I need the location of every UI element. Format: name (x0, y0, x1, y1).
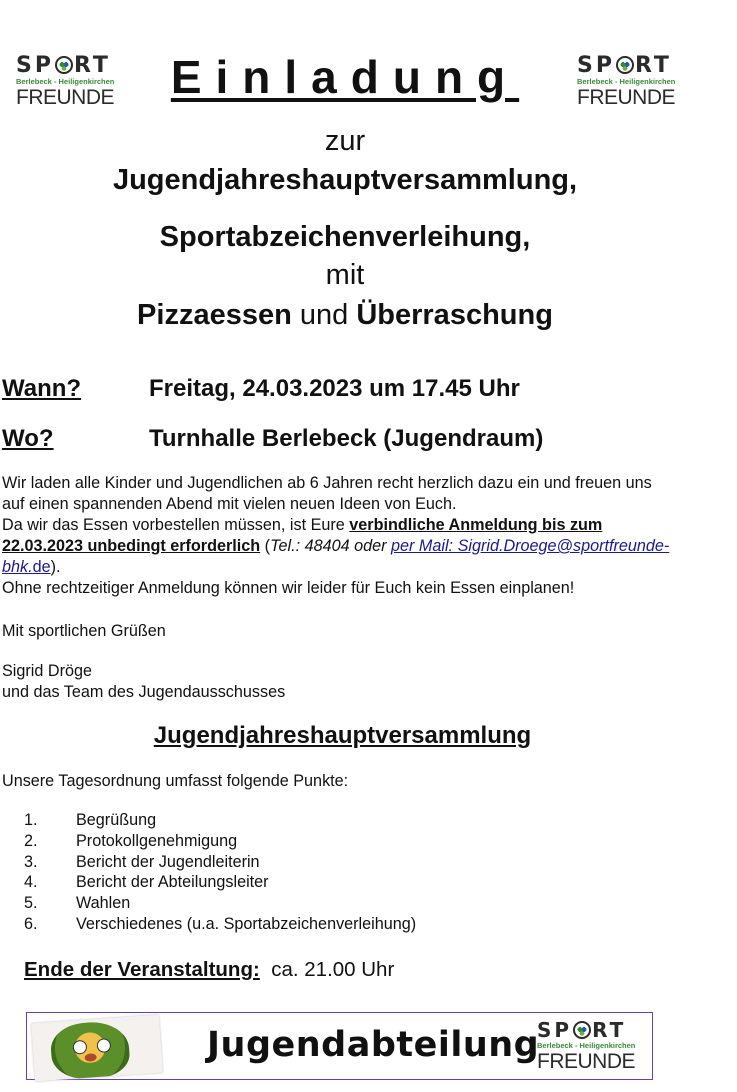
greeting: Mit sportlichen Grüßen (2, 622, 166, 640)
logo-sport-text: SP RT (16, 53, 111, 78)
email-link[interactable]: Sigrid.Droege@sportfreunde-bhk. (2, 537, 670, 576)
end-value: ca. 21.00 Uhr (271, 958, 395, 981)
paragraph-invite: Wir laden alle Kinder und Jugendlichen ab 6 Jahren recht herzlich dazu ein und freuen uns auf einen spannenden Abend mit vielen neuen Ideen von Euch. (2, 474, 652, 513)
end-time (24, 958, 394, 982)
list-item: 4. Bericht der Abteilungsleiter (24, 873, 269, 892)
agenda-list (0, 810, 416, 935)
registration-deadline: verbindliche Anmeldung bis zum 22.03.2023 unbedingt erforderlich (2, 516, 603, 555)
intro-pizza-line (0, 299, 690, 332)
logo-sport-text: SP RT (537, 1018, 627, 1042)
where-label: Wo? (2, 425, 54, 452)
paragraph-warning: Ohne rechtzeitiger Anmeldung können wir leider für Euch kein Essen einplanen! (2, 579, 575, 597)
intro-und: und (299, 299, 349, 331)
list-item: 5. Wahlen (24, 894, 131, 913)
logo-ring-icon (573, 1021, 591, 1039)
lion-mascot-image (31, 1015, 163, 1082)
logo-sport-text: SP RT (577, 53, 672, 78)
intro-line1: Jugendjahreshauptversammlung, (112, 164, 578, 196)
list-item: 1. Begrüßung (24, 811, 157, 829)
paragraph-registration: Da wir das Essen vorbestellen müssen, ist Eure verbindliche Anmeldung bis zum 22.03.2023 unbedingt erforderlich (Tel.: 48404 oder per Mail: Sigrid.Droege@sportfreunde-bhk.de). (2, 516, 670, 576)
logo-freunde: FREUNDE (577, 86, 676, 109)
logo-freunde: FREUNDE (16, 86, 115, 109)
mail-label: per Mail: (390, 537, 458, 555)
logo-subtitle: Berlebeck - Heiligenkirchen (537, 1041, 636, 1050)
email-tld[interactable]: de (32, 558, 51, 576)
logo-subtitle: Berlebeck - Heiligenkirchen (577, 77, 676, 86)
list-item: 6. Verschiedenes (u.a. Sportabzeichenverleihung) (24, 914, 417, 933)
agenda-heading: Jugendjahreshauptversammlung (153, 722, 532, 749)
when-value: Freitag, 24.03.2023 um 17.45 Uhr (149, 375, 520, 402)
intro-surprise: Überraschung (356, 299, 553, 331)
signature-name: Sigrid Dröge (2, 662, 92, 680)
when-row (2, 375, 520, 403)
intro-pizza: Pizzaessen (137, 299, 292, 331)
when-label: Wann? (2, 375, 82, 402)
intro-mit: mit (325, 259, 365, 291)
agenda-intro: Unsere Tagesordnung umfasst folgende Punkte: (2, 772, 349, 790)
intro-zur: zur (324, 125, 366, 157)
list-item: 2. Protokollgenehmigung (24, 831, 238, 850)
signature-team: und das Team des Jugendausschusses (2, 683, 286, 701)
footer-title: Jugendabteilung (207, 1025, 540, 1065)
logo-subtitle: Berlebeck - Heiligenkirchen (16, 77, 115, 86)
where-row (2, 425, 543, 453)
logo-freunde: FREUNDE (537, 1050, 636, 1073)
end-label: Ende der Veranstaltung: (24, 958, 260, 981)
logo-footer (537, 1019, 637, 1079)
body-text (2, 473, 702, 599)
intro-line2: Sportabzeichenverleihung, (159, 221, 531, 253)
list-item: 3. Bericht der Jugendleiterin (24, 852, 260, 871)
footer-banner (26, 1012, 653, 1080)
page-title: Einladung (170, 51, 520, 103)
where-value: Turnhalle Berlebeck (Jugendraum) (149, 425, 544, 452)
phone: Tel.: 48404 oder (270, 537, 391, 555)
